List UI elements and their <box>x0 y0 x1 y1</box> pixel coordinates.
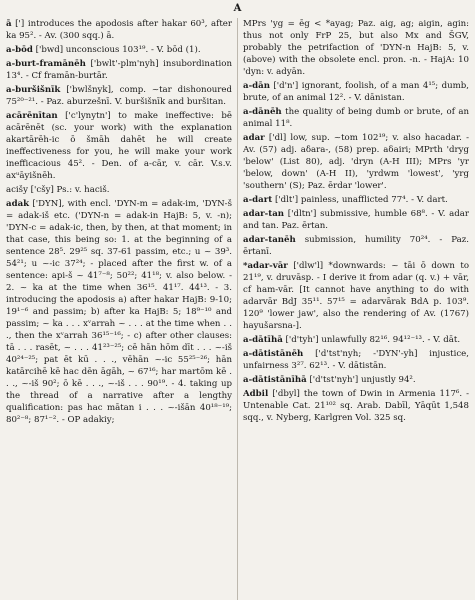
entry-headword: ā <box>6 19 12 29</box>
entry-headword: acārēnītan <box>6 111 58 121</box>
page-header-letter: A <box>233 3 242 14</box>
entry-text: ['d'tst'nyh; -'DYN'-yh] injustice, unfairness 3²⁷. 62¹³. - V. dātistān. <box>243 349 469 371</box>
entry-text: ['dlw'l] *downwards: ~ tāi ō down to 21¹⁹, v. druvāsp. - I derive it from adar (q. v.) + vār, cf ham-vār. [It cannot have anything to do with adarvār BdJ 35¹¹. 57¹⁵ = adarvārak BdA p. 103⁹. 120⁹ 'lower jaw', also the rendering of Av. (1767) hayušarsna-]. <box>243 261 469 331</box>
dictionary-entry <box>243 18 469 78</box>
dictionary-entry <box>243 106 469 130</box>
entry-headword: *adar-vār <box>243 261 288 271</box>
entry-headword: a-bōd <box>6 45 33 55</box>
entry-headword: Adbil <box>243 389 269 399</box>
left-column <box>6 18 232 600</box>
entry-text: ['d'tyh'] unlawfully 82¹⁶. 94¹²⁻¹³. - V. dāt. <box>282 335 461 345</box>
dictionary-entry <box>6 84 232 108</box>
entry-text: ['d'tst'nyh'] unjustly 94². <box>306 375 416 385</box>
dictionary-entry <box>6 18 232 42</box>
dictionary-entry <box>243 132 469 192</box>
entry-text: ['d'n'] ignorant, foolish, of a man 4¹⁵; dumb, brute, of an animal 12². - V. dānistan. <box>243 81 469 103</box>
entry-headword: a-dānēh <box>243 107 282 117</box>
entry-headword: adar <box>243 133 265 143</box>
dictionary-entry <box>243 234 469 258</box>
entry-headword: a-dātistānīhā <box>243 375 307 385</box>
entry-text: submission, humility 70²⁴. - Paz. ērtanī. <box>243 235 469 257</box>
dictionary-entry <box>243 208 469 232</box>
entry-text: ['dltn'] submissive, humble 68⁸. - V. adar and tan. Paz. ērtan. <box>243 209 469 231</box>
column-divider <box>237 18 238 600</box>
entry-headword: adar-tanēh <box>243 235 296 245</box>
entry-headword: a-burt-framānēh <box>6 59 86 69</box>
entry-headword: a-dart <box>243 195 273 205</box>
entry-text: the quality of being dumb or brute, of an animal 11⁸. <box>243 107 469 129</box>
dictionary-entry <box>6 198 232 426</box>
entry-text: ['c'lynytn'] to make ineffective: bē acārēnēt (sc. your work) with the explanation akartārēh-ic ō šmāh dahēt he will create ineffectiveness for you, he will make your work inefficacious 45². - Den. of a-cār, v. cār. V.s.v. axᵘāyišnēh. <box>6 111 232 181</box>
dictionary-entry <box>243 260 469 332</box>
entry-text: ['bwlšnyk], comp. ~tar dishonoured 75²⁰⁻²¹. - Paz. aburzešnī. V. buršišnīk and buršitan. <box>6 85 232 107</box>
dictionary-entry <box>243 194 469 206</box>
dictionary-entry <box>243 334 469 346</box>
dictionary-entry <box>243 374 469 386</box>
entry-text: ['DYN], with encl. 'DYN-m = adak-im, 'DYN-š = adak-iš etc. ('DYN-n = adak-in HajB: 5, v. -n); 'DYN-c = adak-ic, then, by then, at that moment; in that case, this being so: 1. at the beginning of a sentence 28⁵. 29²⁵ sq. 37-61 passim, etc.; u ~ 39³. 54²¹; u ~-ic 37²⁴; - placed after the first w. of a sentence: api-š ~ 41⁷⁻⁸; 50²²; 41¹⁸; v. also below. - 2. ~ ka at the time when 36¹⁵. 41¹⁷. 44¹³. - 3. introducing the apodosis a) after hakar HajB: 9-10; 19¹⁻⁶ and passim; b) after ka HajB: 5; 18⁹⁻¹⁰ and passim; ~ ka . . . xᵛarrah ~ . . . at the time when . . ., then the xᵛarrah 36¹⁵⁻¹⁶; - c) after other clauses: tā . . . rasēt, ~ . . . 41²³⁻²⁵; cē hān hōm dīt . . . ~-iš 40²⁴⁻²⁵; pat ēt kū . . ., vēhān ~-ic 55²⁵⁻²⁶; hān katārcihē kē hac dēn āgāh, ~ 67¹⁶; har martōm kē . . ., ~-iš 90²; ō kē . . ., ~-iš . . . 90¹⁹. - 4. taking up the thread of a narrative after a lengthy qualification: pas hac mātan i . . . ~-išān 40¹⁸⁻¹⁹; 80²⁻⁸; 87¹⁻². - OP adakiy; <box>6 199 232 425</box>
dictionary-entry <box>243 388 469 424</box>
dictionary-entry <box>6 184 232 196</box>
entry-text: MPrs 'yg = ēg < *ayag; Paz. aig, ag; aigin, agin: thus not only FrP 25, but also Mx and ŠGV, probably the petrifaction of 'DYN-n HajB: 5, v. (above) with the obsolete encl. pron. -n. - HajA: 10 'dyn: v. adyān. <box>243 19 469 77</box>
dictionary-entry <box>243 348 469 372</box>
entry-text: acišy ['cšy] Ps.: v. haciš. <box>6 185 110 195</box>
dictionary-entry <box>6 44 232 56</box>
entry-headword: a-dātīhā <box>243 335 283 345</box>
entry-headword: a-dān <box>243 81 270 91</box>
right-column <box>243 18 469 600</box>
entry-headword: a-dātistānēh <box>243 349 304 359</box>
dictionary-entry <box>243 80 469 104</box>
entry-text: ['dl] low, sup. ~tom 102¹⁹; v. also hacadar. - Av. (57) adj. aδara-, (58) prep. aδairi; MPrth 'dryg 'below' (List 80), adj. 'dryn (A-H III); MPrs 'yr 'below, down' (A-H II), 'yrdwm 'lowest', 'yrg 'southern' (S); Paz. ērdar 'lower'. <box>243 133 469 191</box>
dictionary-entry <box>6 110 232 182</box>
entry-text: ['dlt'] painless, unafflicted 77⁴. - V. dart. <box>272 195 448 205</box>
entry-text: ['bwlt'-plm'nyh] insubordination 13⁴. - Cf framān-burtār. <box>6 59 232 81</box>
entry-text: ['dbyl] the town of Dwin in Armenia 117⁶. - Untenable Cat. 21¹⁰² sq. Arab. Dabīl, Yāqūt 1,548 sqq., v. Nyberg, Karlgren Vol. 325 sq. <box>243 389 469 423</box>
entry-text: ['] introduces the apodosis after hakar 60³, after ka 95². - Av. (300 sqq.) ā. <box>6 19 232 41</box>
entry-headword: adak <box>6 199 30 209</box>
entry-headword: a-buršišnīk <box>6 85 61 95</box>
entry-headword: adar-tan <box>243 209 285 219</box>
entry-text: ['bwd] unconscious 103¹⁹. - V. bōd (1). <box>32 45 201 55</box>
dictionary-entry <box>6 58 232 82</box>
